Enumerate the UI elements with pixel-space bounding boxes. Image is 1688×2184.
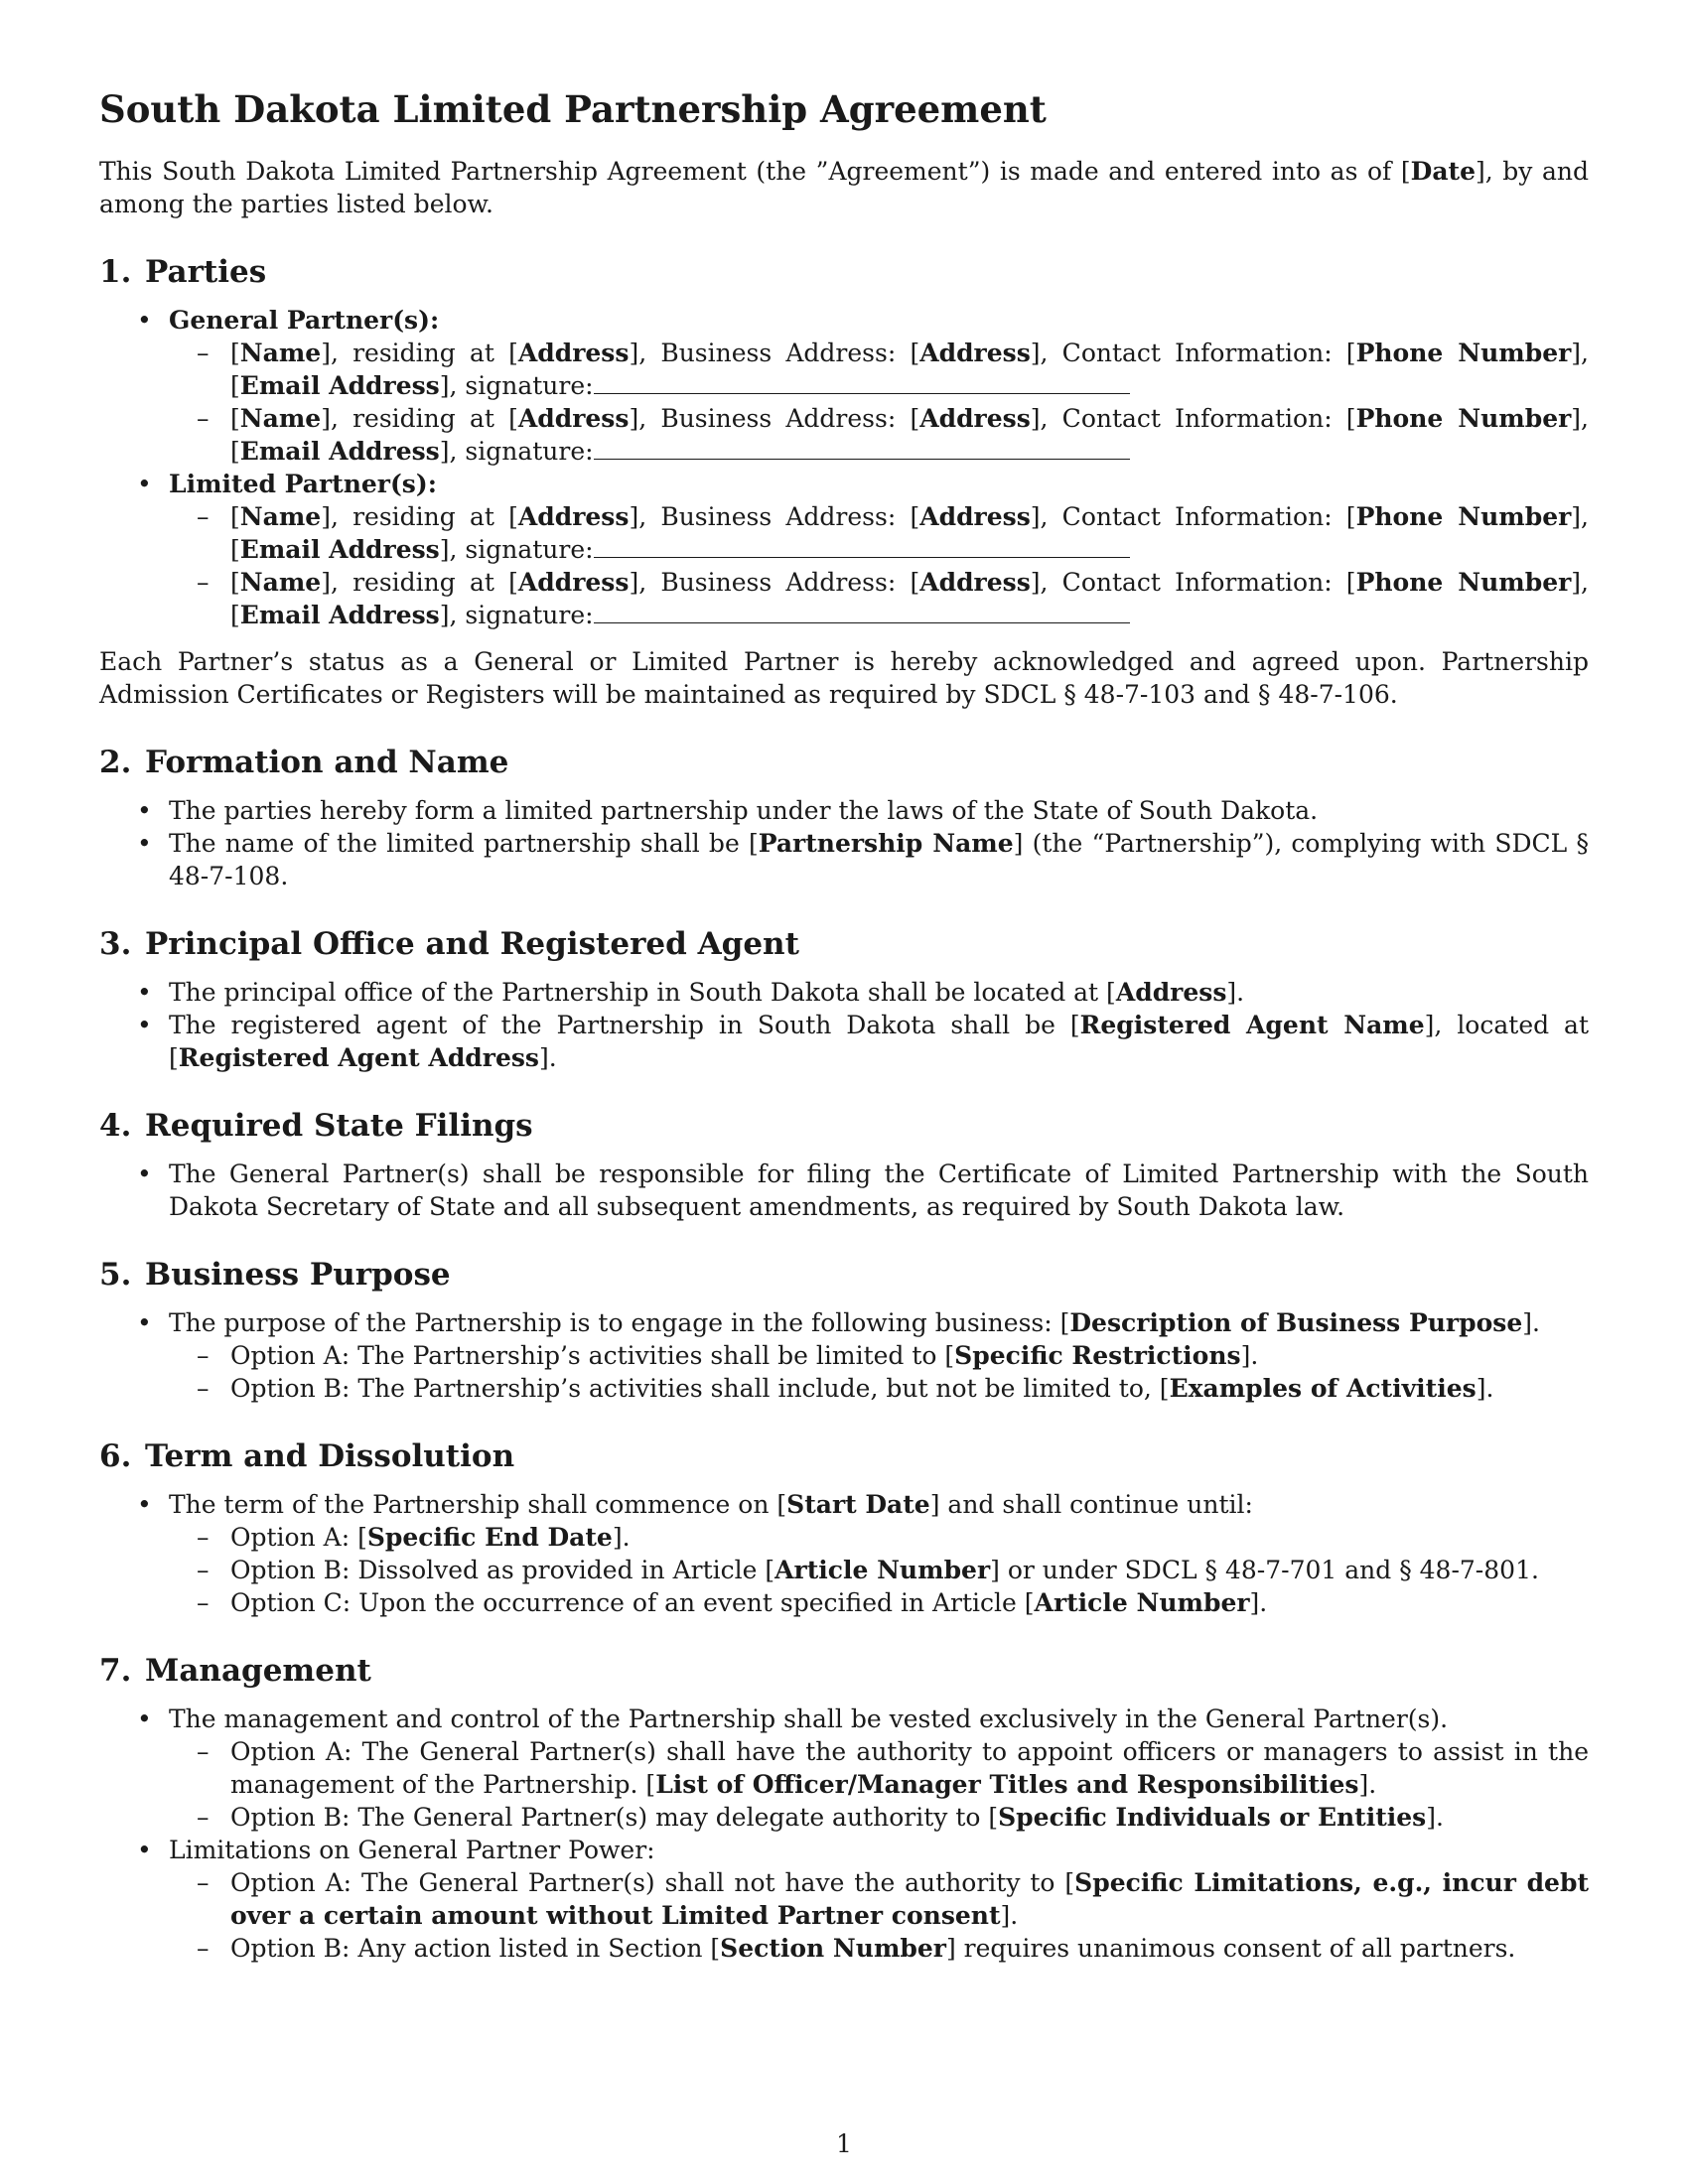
intro-paragraph: This South Dakota Limited Partnership Agreement (the ”Agreement”) is made and entered into as of [Date], by and among the parties listed below. [99,157,1589,218]
document-page [99,87,1589,1979]
limited-partners-item: • Limited Partner(s): – [Name], residing at [Address], Business Address: [Address], Contact Information: [Phone Number], [Email Address], signature: – [Name], residing at [Address], Business Address: [Address], Contact Information: [Phone Number], [Email Address], signature: [99,468,1589,631]
option-item: – Option B: Any action listed in Section [Section Number] requires unanimous consent of all partners. [99,1932,1589,1965]
signature-line[interactable] [594,601,1130,623]
phone-placeholder: Phone Number [1355,404,1572,433]
residing-address-placeholder: Address [517,568,630,597]
list-item: • Limitations on General Partner Power: – Option A: The General Partner(s) shall not have the authority to [Specific Limitations, e.g., incur debt over a certain amount without Limited Partner consent]. – Option B: Any action listed in Section [Section Number] requires unanimous consent of all partners. [99,1834,1589,1965]
email-placeholder: Email Address [239,437,440,466]
section-heading-filings: 4. Required State Filings [99,1108,533,1144]
business-address-placeholder: Address [919,568,1031,597]
section-heading-purpose: 5. Business Purpose [99,1257,451,1293]
email-placeholder: Email Address [239,601,440,629]
residing-address-placeholder: Address [517,339,630,367]
option-item: – Option A: The General Partner(s) shall have the authority to appoint officers or managers to assist in the management of the Partnership. [List of Officer/Manager Titles and Responsibilities]. [99,1735,1589,1801]
business-address-placeholder: Address [919,339,1031,367]
email-placeholder: Email Address [239,371,440,400]
option-item: – Option C: Upon the occurrence of an event specified in Article [Article Number]. [99,1586,1589,1619]
option-item: – Option B: Dissolved as provided in Article [Article Number] or under SDCL § 48-7-701 and § 48-7-801. [99,1554,1589,1586]
list-item: • The purpose of the Partnership is to engage in the following business: [Description of Business Purpose]. – Option A: The Partnership’s activities shall be limited to [Specific Restrictions]. – Option B: The Partnership’s activities shall include, but not be limited to, [Examples of Activities]. [99,1306,1589,1405]
business-address-placeholder: Address [919,404,1031,433]
parties-list [99,304,1589,631]
residing-address-placeholder: Address [517,404,630,433]
document-title: South Dakota Limited Partnership Agreement [99,87,1047,131]
phone-placeholder: Phone Number [1355,568,1572,597]
partner-name-placeholder: Name [239,339,322,367]
partner-name-placeholder: Name [239,502,322,531]
section-heading-parties: 1. Parties [99,254,267,290]
option-item: – Option A: [Specific End Date]. [99,1521,1589,1554]
option-item: – Option A: The Partnership’s activities shall be limited to [Specific Restrictions]. [99,1339,1589,1372]
option-item: – Option A: The General Partner(s) shall not have the authority to [Specific Limitations, e.g., incur debt over a certain amount without Limited Partner consent]. [99,1866,1589,1932]
residing-address-placeholder: Address [517,502,630,531]
list-item: • The General Partner(s) shall be responsible for filing the Certificate of Limited Partnership with the South Dakota Secretary of State and all subsequent amendments, as required by South Dakota law. [99,1158,1589,1223]
email-placeholder: Email Address [239,535,440,564]
phone-placeholder: Phone Number [1355,339,1572,367]
partner-entry: – [Name], residing at [Address], Business Address: [Address], Contact Information: [Phone Number], [Email Address], signature: [99,402,1589,468]
list-item: • The name of the limited partnership shall be [Partnership Name] (the “Partnership”), complying with SDCL § 48-7-108. [99,827,1589,892]
signature-line[interactable] [594,371,1130,394]
option-item: – Option B: The Partnership’s activities shall include, but not be limited to, [Examples of Activities]. [99,1372,1589,1405]
partner-entry: – [Name], residing at [Address], Business Address: [Address], Contact Information: [Phone Number], [Email Address], signature: [99,500,1589,566]
section-heading-management: 7. Management [99,1653,371,1689]
option-item: – Option B: The General Partner(s) may delegate authority to [Specific Individuals or Entities]. [99,1801,1589,1834]
list-item: • The principal office of the Partnership in South Dakota shall be located at [Address]. [99,976,1589,1009]
list-item: • The parties hereby form a limited partnership under the laws of the State of South Dakota. [99,794,1589,827]
signature-line[interactable] [594,437,1130,460]
business-address-placeholder: Address [919,502,1031,531]
partner-name-placeholder: Name [239,404,322,433]
parties-closing-paragraph: Each Partner’s status as a General or Limited Partner is hereby acknowledged and agreed upon. Partnership Admission Certificates or Registers will be maintained as required by SDCL § 48-7-103 and § 48-7-106. [99,647,1589,709]
partner-entry: – [Name], residing at [Address], Business Address: [Address], Contact Information: [Phone Number], [Email Address], signature: [99,566,1589,631]
section-heading-formation: 2. Formation and Name [99,745,509,780]
page-number: 1 [836,2129,852,2158]
partner-entry: – [Name], residing at [Address], Business Address: [Address], Contact Information: [Phone Number], [Email Address], signature: [99,337,1589,402]
section-heading-office: 3. Principal Office and Registered Agent [99,926,799,962]
general-partners-item: • General Partner(s): – [Name], residing at [Address], Business Address: [Address], Contact Information: [Phone Number], [Email Address], signature: – [Name], residing at [Address], Business Address: [Address], Contact Information: [Phone Number], [Email Address], signature: [99,304,1589,468]
section-heading-term: 6. Term and Dissolution [99,1438,515,1474]
list-item: • The management and control of the Partnership shall be vested exclusively in the General Partner(s). – Option A: The General Partner(s) shall have the authority to appoint officers or managers to assist in the management of the Partnership. [List of Officer/Manager Titles and Responsibilities]. – Option B: The General Partner(s) may delegate authority to [Specific Individuals or Entities]. [99,1703,1589,1834]
signature-line[interactable] [594,535,1130,558]
partner-name-placeholder: Name [239,568,322,597]
list-item: • The term of the Partnership shall commence on [Start Date] and shall continue until: – Option A: [Specific End Date]. – Option B: Dissolved as provided in Article [Article Number] or under SDCL § 48-7-701 and § 48-7-801. – Option C: Upon the occurrence of an event specified in Article [Article Number]. [99,1488,1589,1619]
list-item: • The registered agent of the Partnership in South Dakota shall be [Registered Agent Name], located at [Registered Agent Address]. [99,1009,1589,1074]
phone-placeholder: Phone Number [1355,502,1572,531]
